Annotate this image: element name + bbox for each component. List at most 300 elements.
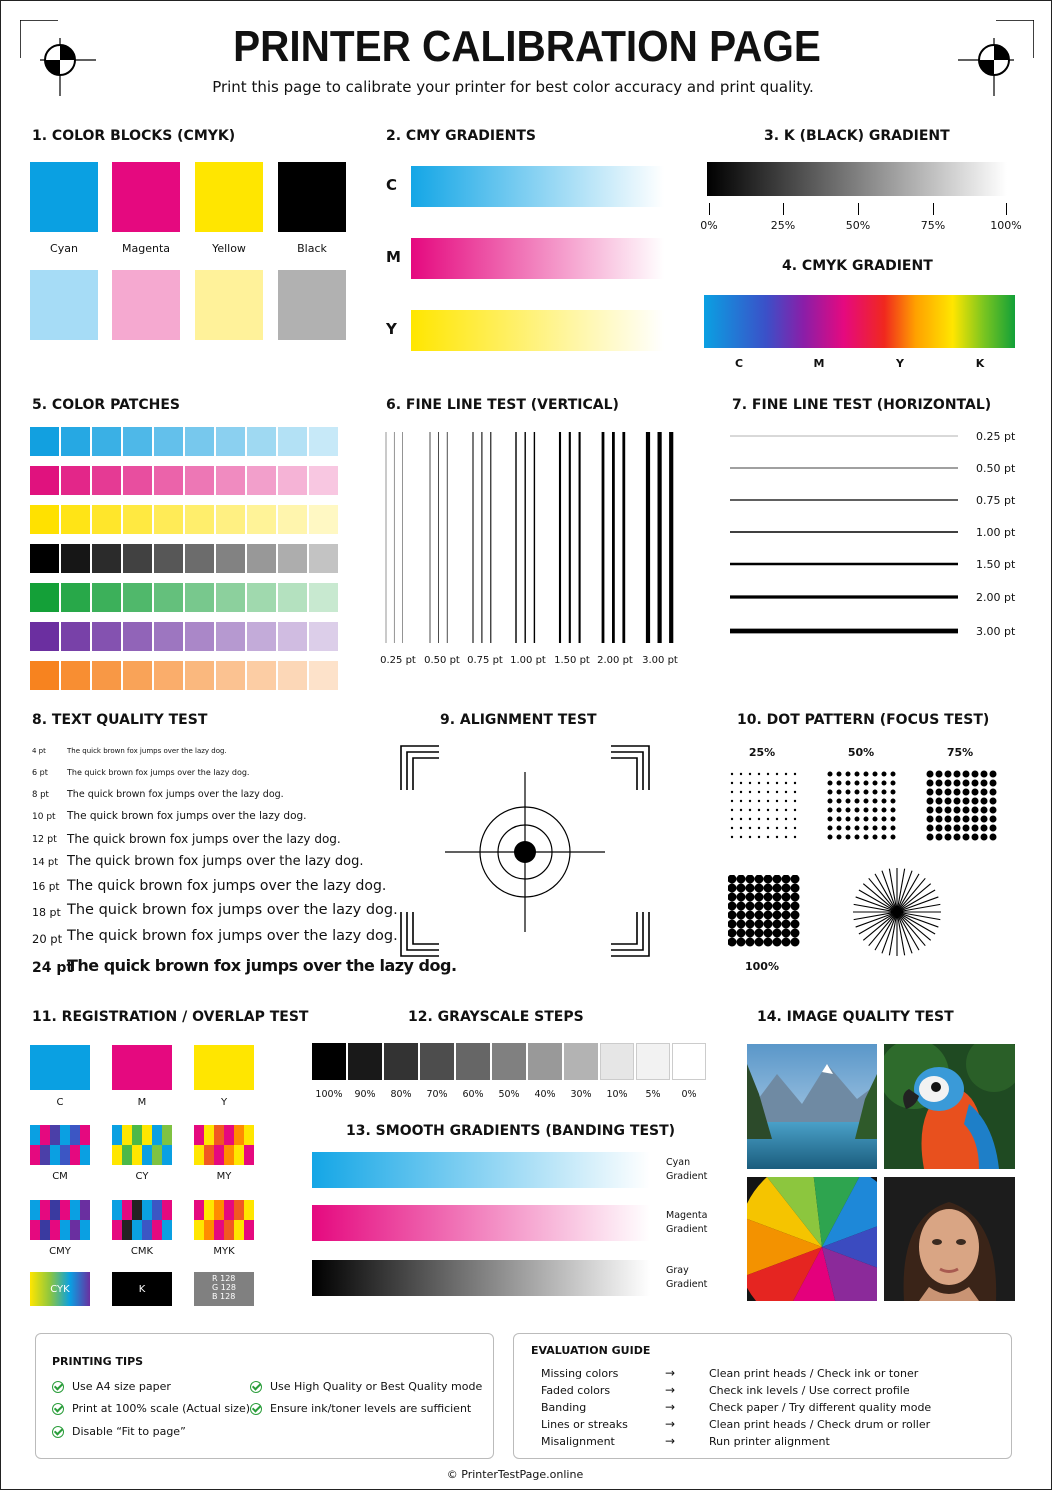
dot <box>737 875 746 884</box>
color-block-light-yellow <box>195 270 263 340</box>
dot <box>846 826 851 831</box>
dot <box>728 893 737 902</box>
dot <box>737 893 746 902</box>
rgb-value: G 128 <box>212 1283 237 1292</box>
dot <box>755 938 764 947</box>
registration-overlap-cell <box>162 1145 172 1165</box>
registration-overlap-cell <box>60 1145 70 1165</box>
evaluation-issue: Lines or streaks <box>541 1418 628 1431</box>
cmyk-gradient-label: C <box>734 357 744 370</box>
fine-line-horizontal-label: 0.50 pt <box>976 462 1016 475</box>
dot <box>972 825 979 832</box>
dot <box>731 809 733 811</box>
dot <box>945 816 952 823</box>
color-patch <box>30 661 59 690</box>
dot <box>873 817 878 822</box>
dot <box>758 800 760 802</box>
fine-line-vertical-label: 0.50 pt <box>424 655 460 666</box>
registration-overlap-cell <box>132 1200 142 1220</box>
registration-overlap-cell <box>80 1200 90 1220</box>
text-sample: The quick brown fox jumps over the lazy dog. <box>67 788 284 800</box>
fine-line-horizontal-label: 3.00 pt <box>976 625 1016 638</box>
color-block-light-magenta <box>112 270 180 340</box>
dot <box>954 816 961 823</box>
section-title-fine-line-horizontal: 7. FINE LINE TEST (HORIZONTAL) <box>732 397 992 413</box>
dot <box>972 834 979 841</box>
color-patch <box>247 544 276 573</box>
dot <box>773 929 782 938</box>
dot <box>764 920 773 929</box>
registration-overlap-swatch <box>112 1125 172 1165</box>
grayscale-step <box>384 1043 418 1080</box>
text-size-label: 18 pt <box>32 906 61 919</box>
registration-overlap-cell <box>40 1145 50 1165</box>
dot <box>794 809 796 811</box>
registration-overlap-cell <box>80 1220 90 1240</box>
registration-overlap-cell <box>122 1145 132 1165</box>
dot <box>737 920 746 929</box>
dot <box>791 920 800 929</box>
registration-overlap-cell <box>204 1125 214 1145</box>
registration-overlap-cell <box>40 1220 50 1240</box>
dot <box>785 773 787 775</box>
dot <box>740 836 742 838</box>
dot <box>746 911 755 920</box>
dot <box>837 826 842 831</box>
registration-overlap-cell <box>142 1145 152 1165</box>
tip-text: Disable “Fit to page” <box>72 1425 186 1438</box>
text-size-label: 16 pt <box>32 881 60 893</box>
image-mountain-lake <box>747 1044 877 1169</box>
color-patch <box>154 505 183 534</box>
dot <box>855 835 860 840</box>
registration-overlap-cell <box>112 1220 122 1240</box>
grayscale-label: 90% <box>354 1089 376 1100</box>
dot <box>846 835 851 840</box>
color-patch <box>92 583 121 612</box>
registration-swatch <box>30 1045 90 1090</box>
dot <box>927 816 934 823</box>
registration-overlap-cell <box>40 1125 50 1145</box>
cmyk-gradient-label: M <box>813 357 825 370</box>
registration-overlap-cell <box>112 1200 122 1220</box>
evaluation-fix: Check paper / Try different quality mode <box>709 1401 932 1414</box>
tip-text: Use High Quality or Best Quality mode <box>270 1380 483 1393</box>
text-size-label: 20 pt <box>32 932 63 946</box>
registration-overlap-cell <box>224 1125 234 1145</box>
grayscale-step <box>528 1043 562 1080</box>
dot <box>882 799 887 804</box>
dot <box>764 911 773 920</box>
grayscale-step <box>420 1043 454 1080</box>
dot <box>737 884 746 893</box>
smooth-gradient-bar <box>312 1152 650 1188</box>
dot <box>767 836 769 838</box>
text-sample: The quick brown fox jumps over the lazy dog. <box>67 902 398 919</box>
registration-overlap-cell <box>204 1200 214 1220</box>
dot <box>828 790 833 795</box>
k-gradient-tick-label: 75% <box>920 219 946 232</box>
dot <box>764 893 773 902</box>
color-patch <box>61 661 90 690</box>
starburst-focus-target <box>850 865 944 959</box>
color-patch <box>61 544 90 573</box>
dot <box>749 809 751 811</box>
registration-overlap-cell <box>194 1220 204 1240</box>
color-patch <box>185 661 214 690</box>
dot <box>891 817 896 822</box>
color-block-label: Magenta <box>121 242 170 255</box>
registration-overlap-cell <box>30 1220 40 1240</box>
registration-overlap-cell <box>214 1200 224 1220</box>
dot <box>746 902 755 911</box>
registration-overlap-cell <box>60 1125 70 1145</box>
registration-overlap-swatch <box>30 1125 90 1165</box>
dot <box>855 781 860 786</box>
color-patch <box>123 427 152 456</box>
dot <box>864 817 869 822</box>
evaluation-issue: Misalignment <box>541 1435 615 1448</box>
dot <box>794 791 796 793</box>
dot <box>873 808 878 813</box>
color-patch <box>216 544 245 573</box>
dot <box>990 798 997 805</box>
cmy-gradient-label: C <box>386 176 398 194</box>
dot <box>782 911 791 920</box>
fine-line-horizontal-label: 0.25 pt <box>976 430 1016 443</box>
registration-overlap-cell <box>132 1220 142 1240</box>
arrow-icon: → <box>665 1400 676 1414</box>
dot <box>954 825 961 832</box>
cmyk-gradient-label: K <box>975 357 985 370</box>
registration-overlap-cell <box>142 1200 152 1220</box>
dot <box>990 780 997 787</box>
dot <box>981 771 988 778</box>
dot <box>963 816 970 823</box>
color-patch <box>154 544 183 573</box>
tip-text: Print at 100% scale (Actual size) <box>72 1402 251 1415</box>
registration-overlap-cell <box>70 1220 80 1240</box>
registration-overlap-swatch <box>194 1200 254 1240</box>
arrow-icon: → <box>665 1366 676 1380</box>
dot <box>755 875 764 884</box>
color-patch <box>30 505 59 534</box>
dot <box>794 827 796 829</box>
image-umbrella <box>747 1177 877 1301</box>
tip-item <box>250 1380 482 1393</box>
color-patch <box>185 427 214 456</box>
dot <box>746 920 755 929</box>
registration-overlap-swatch <box>30 1200 90 1240</box>
tip-item <box>52 1402 250 1415</box>
color-patch <box>247 466 276 495</box>
smooth-gradient-label-line1: Magenta <box>666 1210 708 1221</box>
text-size-label: 24 pt <box>32 960 74 976</box>
registration-overlap-cell <box>70 1125 80 1145</box>
registration-label: CY <box>135 1171 149 1182</box>
color-patch <box>185 622 214 651</box>
section-title-cmyk-gradient: 4. CMYK GRADIENT <box>782 258 933 274</box>
k-gradient-bar <box>707 162 1007 196</box>
registration-overlap-cell <box>214 1220 224 1240</box>
color-patch <box>278 583 307 612</box>
fine-line-vertical-label: 1.00 pt <box>510 655 546 666</box>
dot <box>776 800 778 802</box>
color-patch <box>92 544 121 573</box>
dot <box>873 772 878 777</box>
color-patch <box>61 466 90 495</box>
dot <box>767 827 769 829</box>
section-title-color-blocks: 1. COLOR BLOCKS (CMYK) <box>32 128 236 144</box>
cmy-gradient-bar <box>411 310 664 351</box>
dot <box>749 800 751 802</box>
dot <box>954 771 961 778</box>
color-patch <box>216 583 245 612</box>
k-gradient-tick-mark <box>1006 203 1007 215</box>
dot <box>981 807 988 814</box>
dot <box>785 827 787 829</box>
color-patch <box>216 661 245 690</box>
color-patch <box>278 466 307 495</box>
dot <box>749 773 751 775</box>
registration-k-swatch: K <box>112 1272 172 1306</box>
grayscale-label: 5% <box>645 1089 661 1100</box>
registration-overlap-cell <box>194 1125 204 1145</box>
registration-overlap-cell <box>244 1200 254 1220</box>
registration-overlap-cell <box>152 1125 162 1145</box>
k-gradient-tick-label: 50% <box>845 219 871 232</box>
registration-label: MYK <box>213 1246 235 1257</box>
dot <box>990 825 997 832</box>
dot <box>981 816 988 823</box>
text-size-label: 8 pt <box>32 790 49 800</box>
color-patch <box>123 583 152 612</box>
color-patch <box>247 505 276 534</box>
color-patch <box>30 427 59 456</box>
registration-overlap-cell <box>70 1145 80 1165</box>
dot <box>963 771 970 778</box>
dot <box>927 834 934 841</box>
dot <box>767 818 769 820</box>
dot <box>773 884 782 893</box>
evaluation-fix: Check ink levels / Use correct profile <box>709 1384 910 1397</box>
grayscale-step <box>636 1043 670 1080</box>
dot <box>728 911 737 920</box>
registration-overlap-cell <box>50 1200 60 1220</box>
color-patch <box>216 427 245 456</box>
dot <box>740 773 742 775</box>
dot <box>972 771 979 778</box>
dot <box>963 789 970 796</box>
registration-rgb-swatch <box>194 1272 254 1306</box>
fine-line-vertical-graphic <box>380 430 680 645</box>
text-size-label: 10 pt <box>32 812 56 822</box>
printing-tips-box <box>35 1333 494 1459</box>
dot <box>981 834 988 841</box>
color-patch <box>309 544 338 573</box>
check-icon <box>52 1381 64 1393</box>
dot <box>728 875 737 884</box>
dot <box>758 773 760 775</box>
dot <box>837 799 842 804</box>
registration-overlap-cell <box>204 1220 214 1240</box>
color-patch <box>247 661 276 690</box>
registration-overlap-cell <box>122 1200 132 1220</box>
dot <box>776 782 778 784</box>
dot <box>972 816 979 823</box>
check-icon <box>250 1403 262 1415</box>
color-block-light-black <box>278 270 346 340</box>
dot <box>791 911 800 920</box>
dot <box>758 782 760 784</box>
section-title-k-gradient: 3. K (BLACK) GRADIENT <box>764 128 950 144</box>
dot <box>882 808 887 813</box>
registration-overlap-cell <box>234 1125 244 1145</box>
dot <box>855 817 860 822</box>
k-gradient-tick-mark <box>709 203 710 215</box>
dot <box>882 772 887 777</box>
dot-pattern-label: 100% <box>745 960 779 973</box>
dot <box>776 827 778 829</box>
dot <box>936 771 943 778</box>
dot <box>785 809 787 811</box>
color-patch <box>123 544 152 573</box>
fine-line-vertical-label: 3.00 pt <box>642 655 678 666</box>
dot <box>963 825 970 832</box>
grayscale-label: 50% <box>498 1089 520 1100</box>
dot <box>782 938 791 947</box>
dot <box>972 789 979 796</box>
text-size-label: 12 pt <box>32 834 57 845</box>
dot <box>846 790 851 795</box>
registration-overlap-cell <box>30 1200 40 1220</box>
grayscale-step <box>348 1043 382 1080</box>
dot <box>755 920 764 929</box>
color-patch <box>185 466 214 495</box>
dot <box>846 799 851 804</box>
dot <box>764 938 773 947</box>
registration-overlap-cell <box>112 1145 122 1165</box>
dot <box>773 938 782 947</box>
dot <box>782 902 791 911</box>
tip-item <box>52 1380 171 1393</box>
color-patch <box>123 622 152 651</box>
dot <box>972 807 979 814</box>
color-patch <box>185 544 214 573</box>
dot <box>728 929 737 938</box>
grayscale-step <box>312 1043 346 1080</box>
dot <box>873 799 878 804</box>
registration-overlap-cell <box>40 1200 50 1220</box>
dot <box>746 938 755 947</box>
cmyk-gradient-label: Y <box>896 357 904 370</box>
dot <box>749 827 751 829</box>
dot <box>981 825 988 832</box>
registration-overlap-cell <box>194 1145 204 1165</box>
dot <box>873 790 878 795</box>
grayscale-label: 80% <box>390 1089 412 1100</box>
dot <box>882 826 887 831</box>
dot-pattern-label: 50% <box>847 746 875 759</box>
color-patch <box>61 505 90 534</box>
color-patch <box>278 661 307 690</box>
section-title-smooth-gradients: 13. SMOOTH GRADIENTS (BANDING TEST) <box>346 1123 676 1139</box>
smooth-gradient-label-line2: Gradient <box>666 1224 708 1235</box>
registration-overlap-cell <box>234 1200 244 1220</box>
dot <box>767 809 769 811</box>
page-subtitle: Print this page to calibrate your printer for best color accuracy and print quality. <box>212 78 814 96</box>
dot <box>740 800 742 802</box>
dot <box>864 790 869 795</box>
color-block-black <box>278 162 346 232</box>
dot <box>990 771 997 778</box>
registration-swatch <box>112 1045 172 1090</box>
dot <box>737 938 746 947</box>
dot <box>828 826 833 831</box>
dot <box>791 902 800 911</box>
dot <box>864 772 869 777</box>
dot <box>927 825 934 832</box>
registration-overlap-swatch <box>112 1200 172 1240</box>
dot <box>828 799 833 804</box>
grayscale-label: 0% <box>681 1089 697 1100</box>
dot <box>764 884 773 893</box>
alignment-target <box>395 740 657 962</box>
registration-overlap-cell <box>142 1125 152 1145</box>
dot <box>731 836 733 838</box>
dot <box>755 902 764 911</box>
image-parrot <box>884 1044 1015 1169</box>
dot <box>873 835 878 840</box>
dot <box>773 911 782 920</box>
text-sample: The quick brown fox jumps over the lazy dog. <box>67 854 364 869</box>
dot <box>864 799 869 804</box>
dot <box>767 800 769 802</box>
color-patch <box>154 466 183 495</box>
text-size-label: 6 pt <box>32 768 48 777</box>
section-title-fine-line-vertical: 6. FINE LINE TEST (VERTICAL) <box>386 397 619 413</box>
dot <box>791 893 800 902</box>
dot <box>837 835 842 840</box>
registration-overlap-cell <box>80 1145 90 1165</box>
color-patch <box>92 466 121 495</box>
dot <box>936 816 943 823</box>
dot <box>837 817 842 822</box>
dot <box>945 807 952 814</box>
color-patch <box>278 505 307 534</box>
cmy-gradient-label: M <box>386 248 401 266</box>
smooth-gradient-bar <box>312 1205 650 1241</box>
registration-overlap-cell <box>50 1220 60 1240</box>
cmy-gradient-bar <box>411 238 664 279</box>
text-size-label: 4 pt <box>32 747 46 755</box>
color-patch <box>154 661 183 690</box>
evaluation-issue: Faded colors <box>541 1384 611 1397</box>
color-patch <box>154 622 183 651</box>
dot <box>891 808 896 813</box>
dot <box>927 771 934 778</box>
check-icon <box>250 1381 262 1393</box>
dot <box>773 902 782 911</box>
dot <box>758 809 760 811</box>
dot <box>936 807 943 814</box>
color-patch <box>278 427 307 456</box>
text-sample: The quick brown fox jumps over the lazy dog. <box>67 810 307 823</box>
registration-overlap-cell <box>60 1220 70 1240</box>
color-patch <box>247 427 276 456</box>
section-title-text-quality: 8. TEXT QUALITY TEST <box>32 712 208 728</box>
registration-cyk-swatch: CYK <box>30 1272 90 1306</box>
